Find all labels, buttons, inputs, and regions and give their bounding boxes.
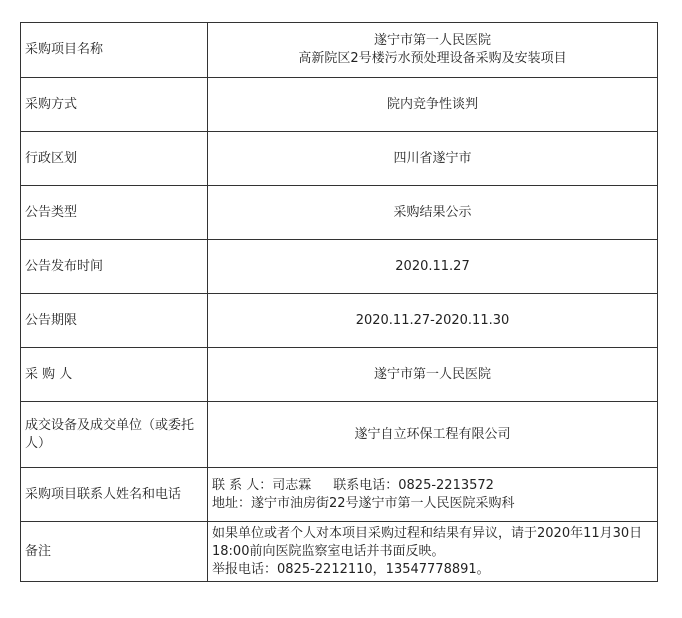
remarks-line-2: 举报电话：0825-2212110，13547778891。 xyxy=(212,561,490,577)
row-value-notice-type: 采购结果公示 xyxy=(208,186,658,240)
table-row xyxy=(21,23,658,78)
row-value-project-name xyxy=(208,23,658,78)
table-row xyxy=(21,348,658,402)
row-label-region: 行政区划 xyxy=(21,132,208,186)
contact-phone: 联系电话：0825-2213572 xyxy=(333,477,494,493)
remarks-line-1: 如果单位或者个人对本项目采购过程和结果有异议，请于2020年11月30日18:00前向医院监察室电话并书面反映。 xyxy=(212,525,643,559)
row-value-purchaser: 遂宁市第一人民医院 xyxy=(208,348,658,402)
table-row xyxy=(21,468,658,522)
row-label-winning-bidder: 成交设备及成交单位（或委托人） xyxy=(21,402,208,468)
table-row xyxy=(21,240,658,294)
row-value-publish-date: 2020.11.27 xyxy=(208,240,658,294)
row-label-notice-period: 公告期限 xyxy=(21,294,208,348)
row-value-contact xyxy=(208,468,658,522)
row-label-publish-date: 公告发布时间 xyxy=(21,240,208,294)
row-label-purchaser: 采 购 人 xyxy=(21,348,208,402)
contact-line xyxy=(212,477,653,495)
row-value-winning-bidder: 遂宁自立环保工程有限公司 xyxy=(208,402,658,468)
row-value-region: 四川省遂宁市 xyxy=(208,132,658,186)
row-label-remarks: 备注 xyxy=(21,522,208,582)
row-value-remarks xyxy=(208,522,658,582)
project-name-line-1: 遂宁市第一人民医院 xyxy=(373,33,491,48)
project-name-line-2: 高新院区2号楼污水预处理设备采购及安装项目 xyxy=(298,51,567,66)
row-label-contact: 采购项目联系人姓名和电话 xyxy=(21,468,208,522)
contact-person: 联 系 人：司志霖 xyxy=(212,477,312,493)
row-label-notice-type: 公告类型 xyxy=(21,186,208,240)
table-row xyxy=(21,186,658,240)
table-row xyxy=(21,78,658,132)
contact-address: 地址：遂宁市油房街22号遂宁市第一人民医院采购科 xyxy=(212,495,515,511)
row-label-project-name: 采购项目名称 xyxy=(21,23,208,78)
table-row xyxy=(21,294,658,348)
row-value-method: 院内竞争性谈判 xyxy=(208,78,658,132)
table-row xyxy=(21,522,658,582)
table-row xyxy=(21,132,658,186)
table-row xyxy=(21,402,658,468)
row-value-notice-period: 2020.11.27-2020.11.30 xyxy=(208,294,658,348)
procurement-info-table xyxy=(20,22,658,582)
row-label-method: 采购方式 xyxy=(21,78,208,132)
procurement-notice xyxy=(20,22,658,582)
